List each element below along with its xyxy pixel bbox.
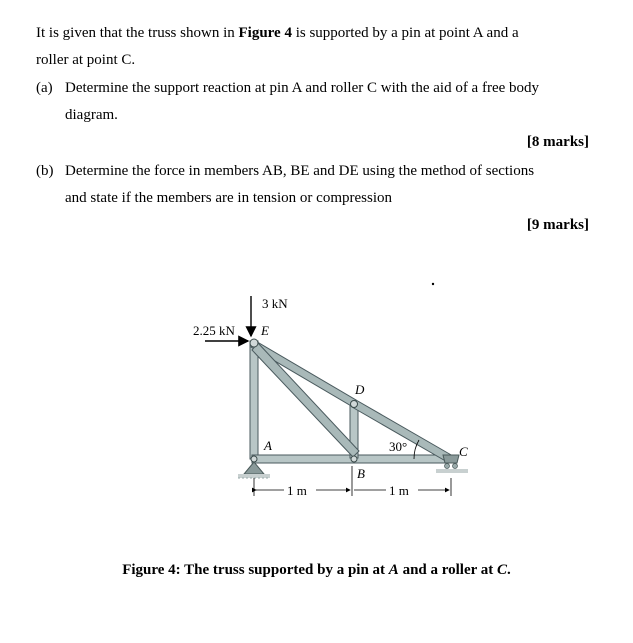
- dimension-right-label: 1 m: [389, 483, 409, 498]
- vertical-load-label: 3 kN: [262, 296, 288, 311]
- joint-a: [251, 456, 257, 462]
- joint-d: [351, 401, 358, 408]
- node-d-label: D: [355, 382, 365, 397]
- question-a-label: (a): [36, 80, 53, 96]
- dimension-lines: [254, 466, 451, 496]
- figure-reference: Figure 4: [238, 25, 292, 41]
- question-a-marks: [8 marks]: [526, 134, 589, 150]
- question-b-label: (b): [36, 163, 54, 179]
- intro-line-2: roller at point C.: [36, 52, 136, 68]
- horizontal-load-label: 2.25 kN: [193, 323, 235, 338]
- joint-b: [351, 456, 357, 462]
- intro-line-1: It is given that the truss shown in Figure 4 is supported by a pin at point A and a: [36, 25, 519, 41]
- node-a-label: A: [264, 438, 272, 453]
- node-e-label: E: [261, 323, 269, 338]
- member-ae: [250, 341, 258, 459]
- dimension-left-label: 1 m: [287, 483, 307, 498]
- question-b-line-2: and state if the members are in tension or compression: [65, 190, 392, 206]
- angle-label: 30°: [389, 439, 408, 454]
- question-b-line-1: Determine the force in members AB, BE and DE using the method of sections: [65, 163, 535, 179]
- pin-support-a: [238, 462, 270, 478]
- node-c-label: C: [459, 444, 468, 459]
- node-b-label: B: [357, 466, 365, 481]
- question-a-line-2: diagram.: [65, 107, 118, 123]
- joint-e: [250, 339, 258, 347]
- question-a-line-1: Determine the support reaction at pin A and roller C with the aid of a free body: [65, 80, 540, 96]
- figure-caption: Figure 4: The truss supported by a pin at A and a roller at C.: [122, 562, 511, 578]
- question-b-marks: [9 marks]: [526, 217, 589, 233]
